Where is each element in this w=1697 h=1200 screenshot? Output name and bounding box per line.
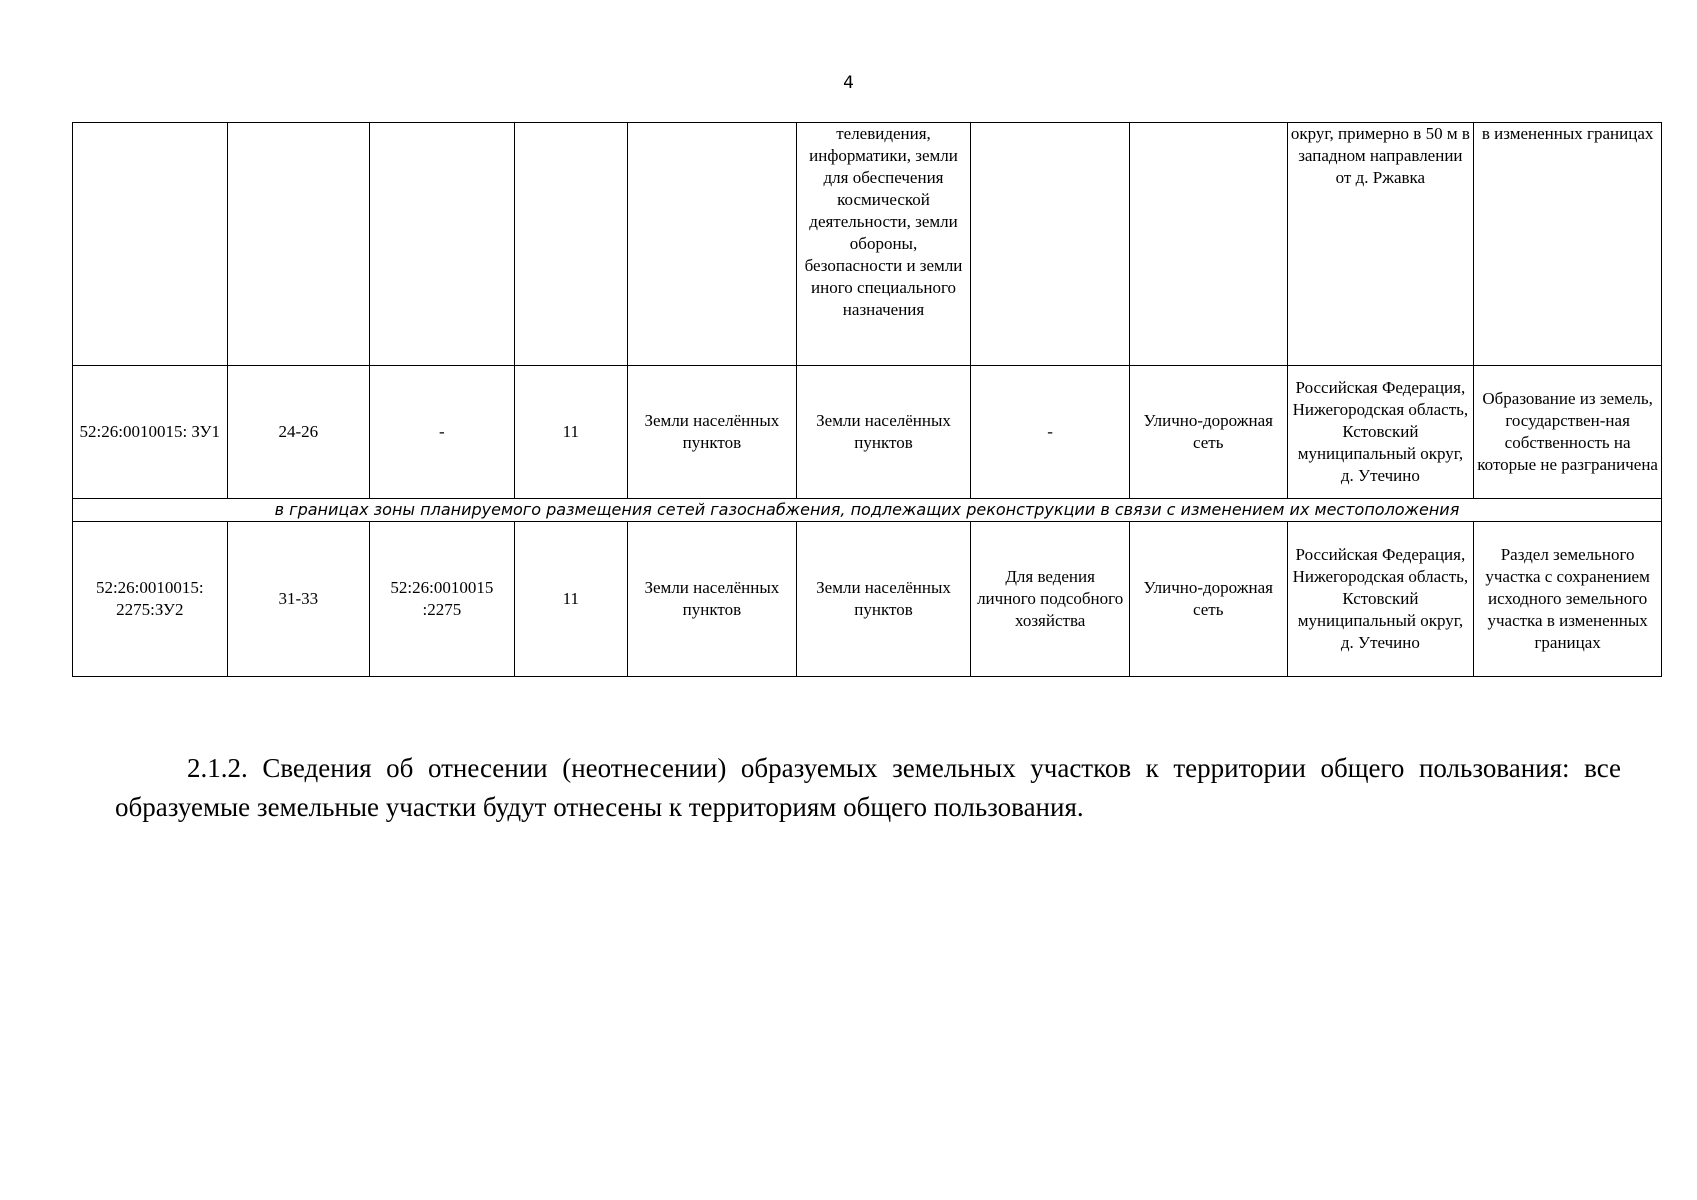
cell-location: округ, примерно в 50 м в западном направлении от д. Ржавка: [1287, 123, 1474, 366]
cell-points: 24-26: [227, 366, 370, 499]
cell-formation-method: Образование из земель, государствен-ная собственность на которые не разграничена: [1474, 366, 1662, 499]
cell-empty: [1129, 123, 1287, 366]
cell-formation-method: в измененных границах: [1474, 123, 1662, 366]
cell-empty: [971, 123, 1130, 366]
cell-points: 31-33: [227, 522, 370, 677]
cell-category-source: Земли населённых пунктов: [796, 522, 971, 677]
cell-designation: 52:26:0010015: ЗУ1: [73, 366, 228, 499]
cell-location: Российская Федерация, Нижегородская область, Кстовский муниципальный округ, д. Утечино: [1287, 366, 1474, 499]
cell-permitted-use-source: -: [971, 366, 1130, 499]
body-paragraph: 2.1.2. Сведения об отнесении (неотнесении) образуемых земельных участков к территории общего пользования: все образуемые земельные участки будут отнесены к территориям общего пользования.: [115, 753, 1621, 822]
cell-empty: [628, 123, 797, 366]
cell-location: Российская Федерация, Нижегородская область, Кстовский муниципальный округ, д. Утечино: [1287, 522, 1474, 677]
cell-area: 11: [514, 366, 627, 499]
cell-area: 11: [514, 522, 627, 677]
cell-empty: [73, 123, 228, 366]
cell-formation-method: Раздел земельного участка с сохранением исходного земельного участка в измененных границах: [1474, 522, 1662, 677]
cell-empty: [514, 123, 627, 366]
cell-source-parcel: 52:26:0010015 :2275: [370, 522, 515, 677]
table-section-row: [73, 499, 1662, 522]
cell-permitted-use-formed: Улично-дорожная сеть: [1129, 366, 1287, 499]
cell-empty: [370, 123, 515, 366]
cell-category-source: Земли населённых пунктов: [796, 366, 971, 499]
cell-permitted-use-formed: Улично-дорожная сеть: [1129, 522, 1287, 677]
table-row-zu2: [73, 522, 1662, 677]
cell-land-category: телевидения, информатики, земли для обеспечения космической деятельности, земли обороны, безопасности и земли иного специального назначения: [796, 123, 971, 366]
table-row-zu1: [73, 366, 1662, 499]
table-row-continuation: [73, 123, 1662, 366]
section-title: в границах зоны планируемого размещения сетей газоснабжения, подлежащих реконструкции в связи с изменением их местоположения: [73, 499, 1662, 522]
cell-category-formed: Земли населённых пунктов: [628, 522, 797, 677]
page-number: 4: [843, 73, 854, 93]
land-parcels-table: [72, 122, 1662, 677]
cell-permitted-use-source: Для ведения личного подсобного хозяйства: [971, 522, 1130, 677]
cell-category-formed: Земли населённых пунктов: [628, 366, 797, 499]
cell-source-parcel: -: [370, 366, 515, 499]
cell-empty: [227, 123, 370, 366]
cell-designation: 52:26:0010015: 2275:ЗУ2: [73, 522, 228, 677]
